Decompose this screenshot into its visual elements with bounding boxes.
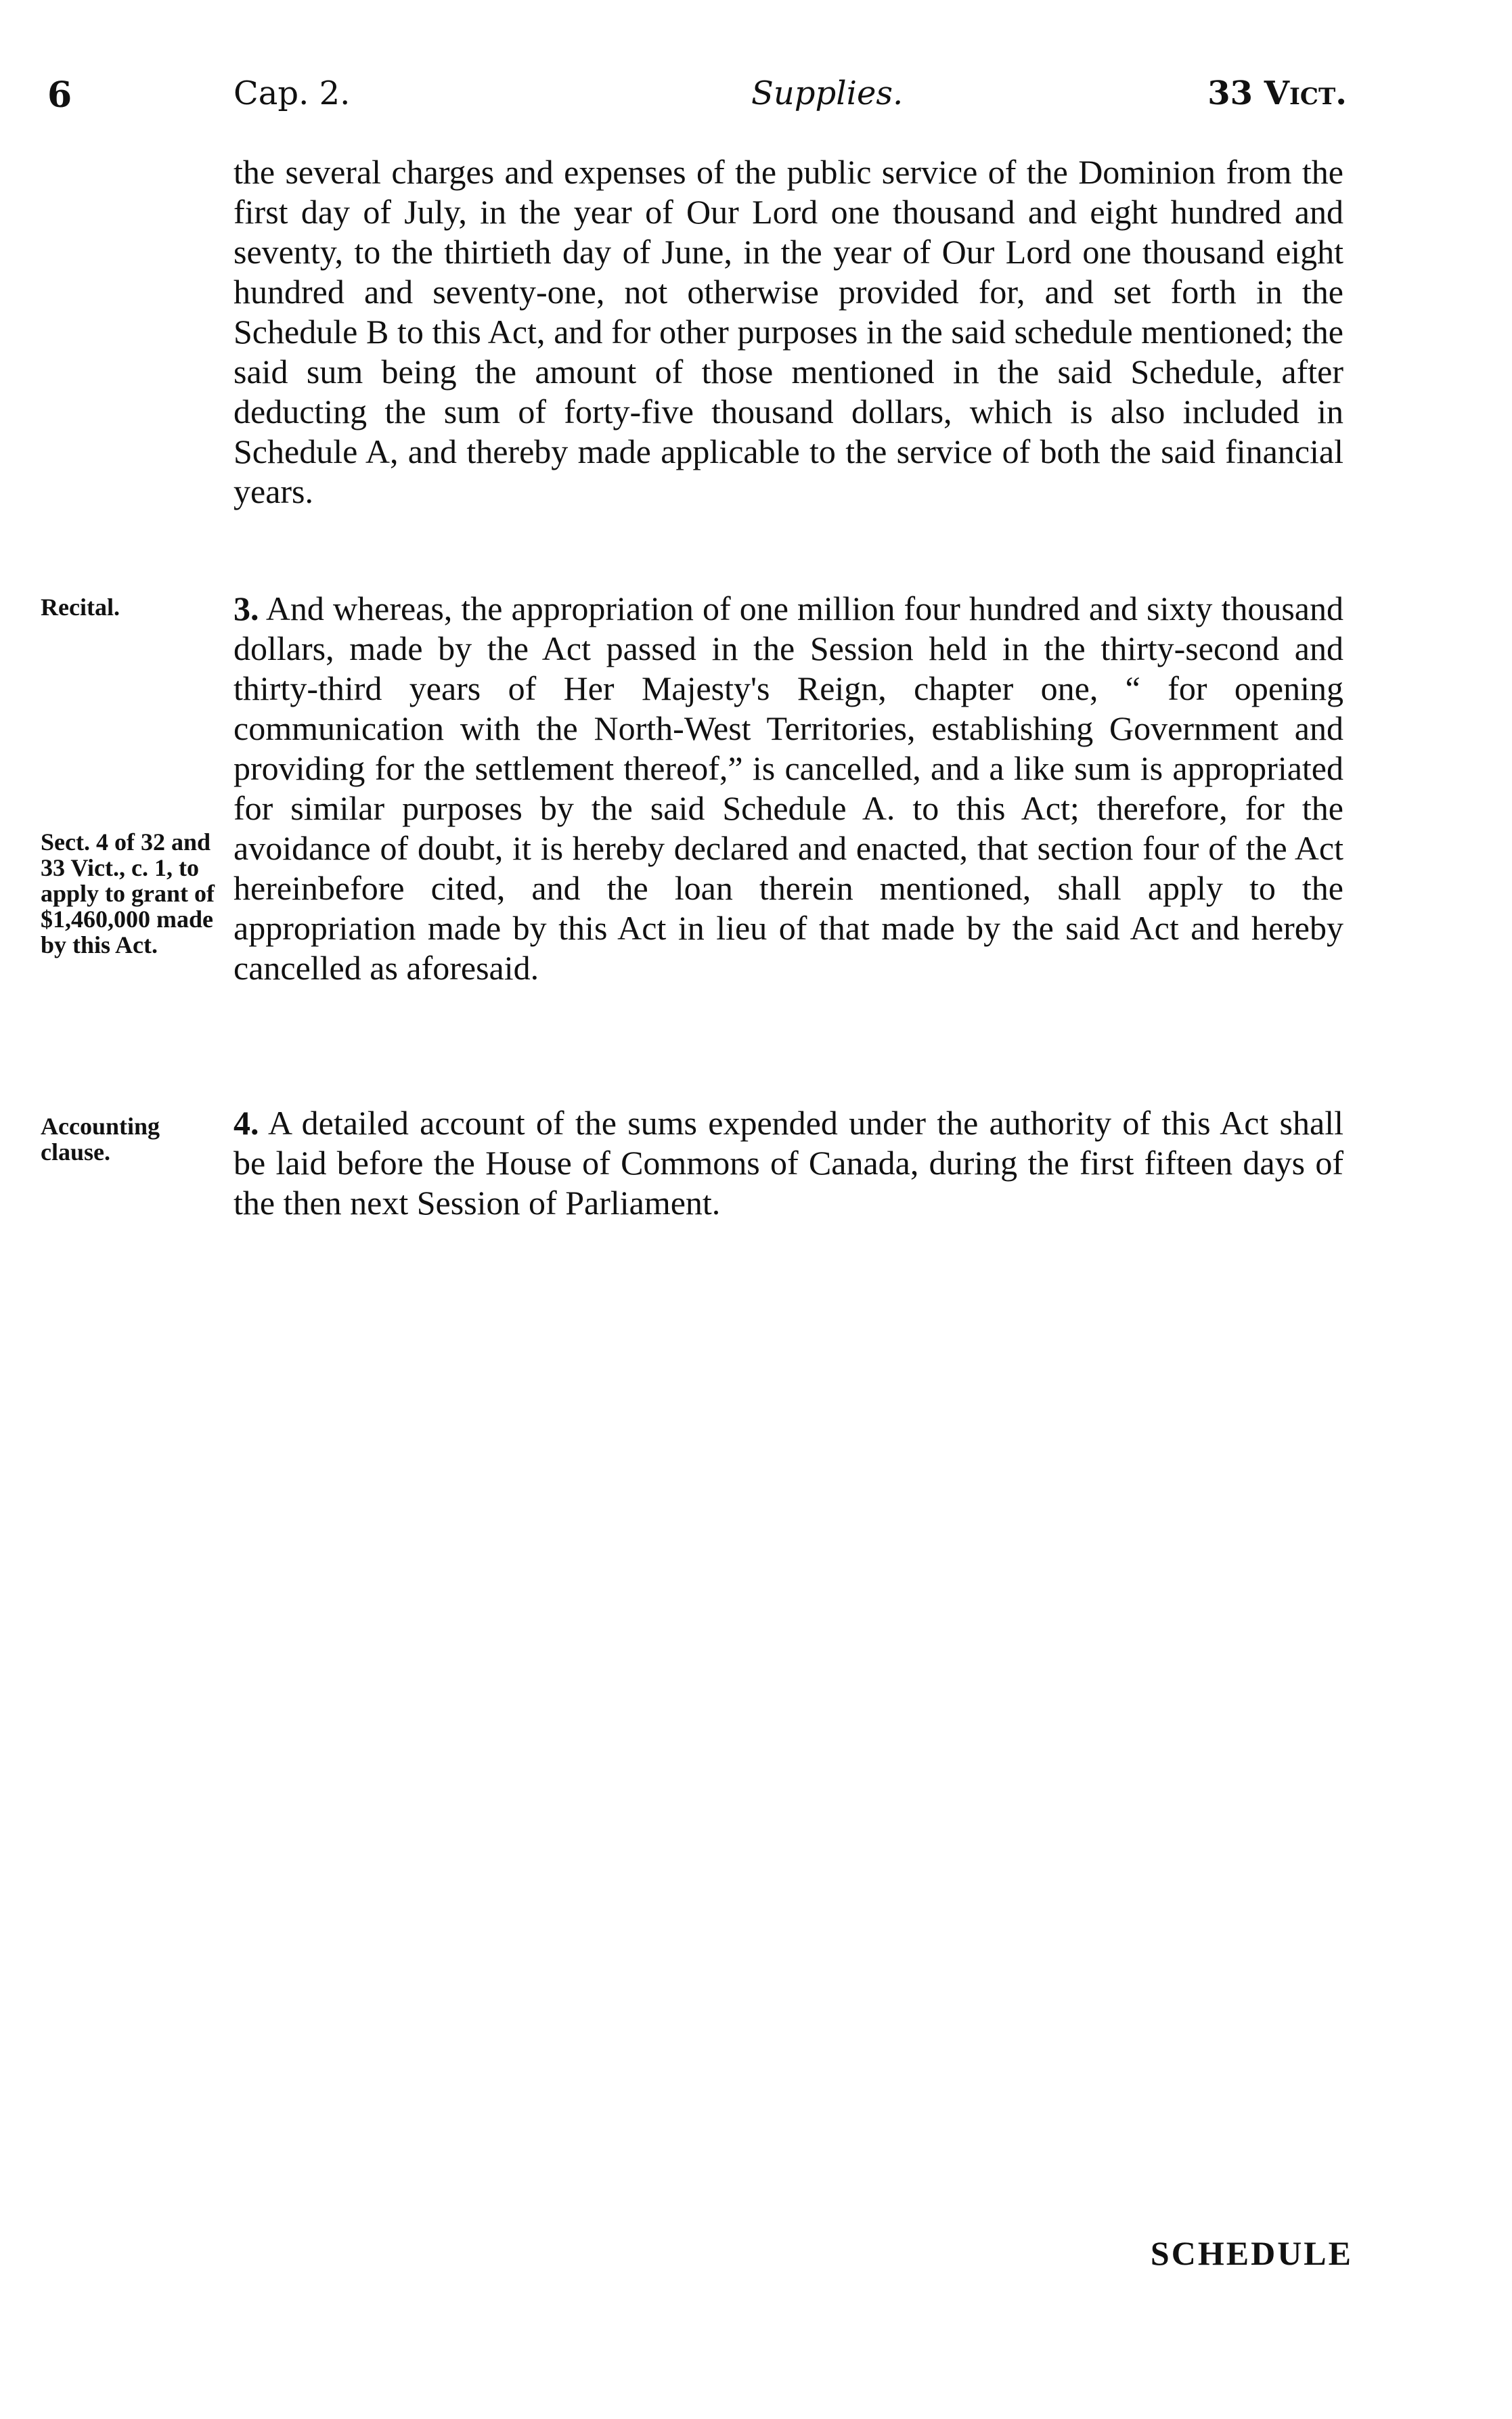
- chapter-label: Cap. 2.: [234, 74, 351, 112]
- section-3-text: And whereas, the appropriation of one million four hundred and sixty thousand dollars, made by the Act passed in the Session held in the thirty-second and thirty-third years of Her Majesty's Reign, chapter one, “ for opening communication with the North-West Territories, establishing Government and providing for the settlement thereof,” is cancelled, and a like sum is appropriated for similar purposes by the said Schedule A. to this Act; therefore, for the avoidance of doubt, it is hereby declared and enacted, that section four of the Act hereinbefore cited, and the loan therein mentioned, shall apply to the appropriation made by this Act in lieu of that made by the said Act and hereby cancelled as aforesaid.: [234, 590, 1343, 987]
- section-3-paragraph: [234, 589, 1343, 988]
- catchword: SCHEDULE: [1150, 2234, 1353, 2272]
- running-title: Supplies.: [751, 74, 904, 112]
- margin-note-recital: Recital.: [41, 594, 120, 621]
- section-4-number: 4.: [234, 1104, 259, 1142]
- continued-paragraph: the several charges and expenses of the public service of the Dominion from the first day of July, in the year of Our Lord one thousand and eight hundred and seventy, to the thirtieth day of June, in the year of Our Lord one thousand eight hundred and seventy-one, not otherwise provided for, and set forth in the Schedule B to this Act, and for other purposes in the said schedule mentioned; the said sum being the amount of those mentioned in the said Schedule, after deducting the sum of forty-five thousand dollars, which is also included in Schedule A, and thereby made applicable to the service of both the said financial years.: [234, 153, 1343, 510]
- section-3-number: 3.: [234, 590, 259, 627]
- section-4-paragraph: [234, 1103, 1343, 1223]
- running-header: [41, 74, 1347, 122]
- regnal-year: 33 Vict.: [1207, 74, 1347, 112]
- section-4-text: A detailed account of the sums expended under the authority of this Act shall be laid before the House of Commons of Canada, during the first fifteen days of the then next Session of Parliament.: [234, 1104, 1343, 1222]
- margin-note-accounting: Accounting clause.: [41, 1113, 160, 1166]
- page-number: 6: [47, 74, 72, 116]
- margin-note-sect4: Sect. 4 of 32 and 33 Vict., c. 1, to apply to grant of $1,460,000 made by this Act.: [41, 828, 215, 958]
